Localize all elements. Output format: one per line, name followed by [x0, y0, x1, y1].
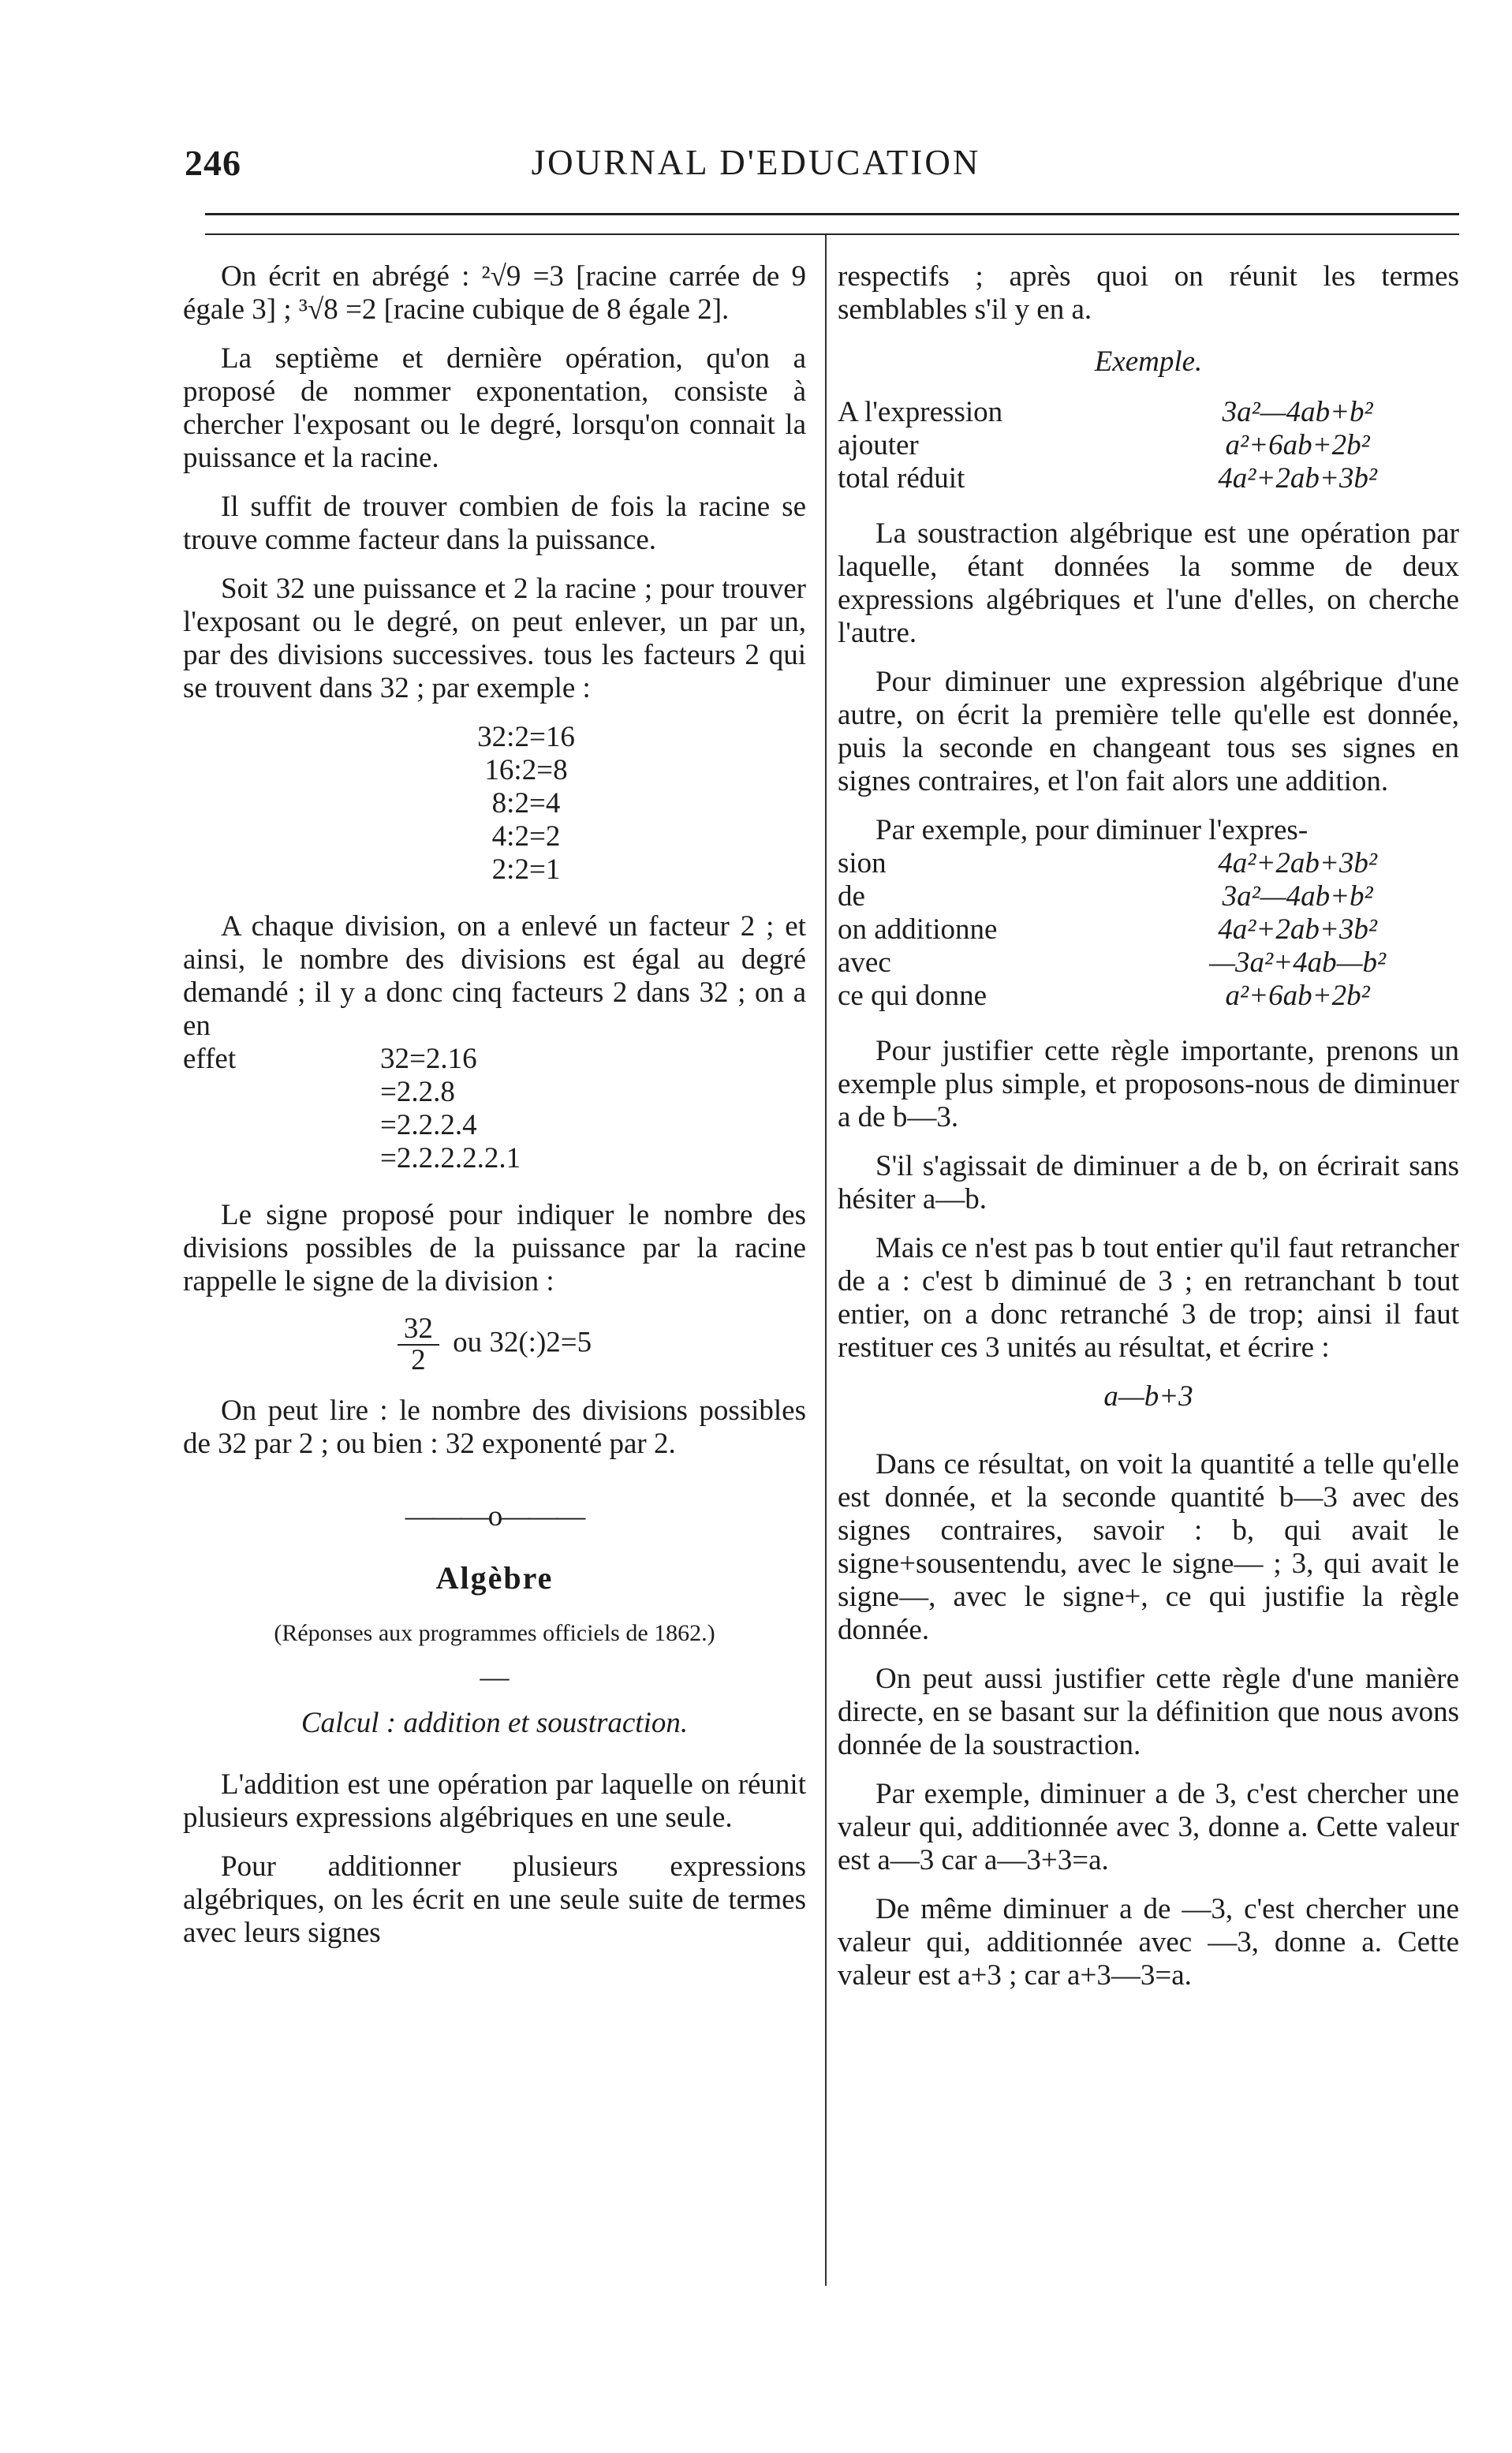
fraction-denominator: 2 — [411, 1344, 426, 1376]
example-two-value: —3a²+4ab—b² — [1209, 946, 1387, 979]
right-column — [838, 260, 1459, 2008]
effet-line: =2.2.2.4 — [380, 1109, 477, 1141]
effet-lines — [357, 1043, 521, 1175]
paragraph-example-two: Par exemple, pour diminuer l'expres- — [875, 814, 1309, 846]
example-two-value: a²+6ab+2b² — [1225, 980, 1370, 1012]
example-two-value: 4a²+2ab+3b² — [1218, 913, 1377, 946]
example-two-value: 4a²+2ab+3b² — [1218, 847, 1377, 879]
paragraph-example-three: Par exemple, diminuer a de 3, c'est chercher une valeur qui, additionnée avec 3, donne a. Cette valeur est a—3 car a—3+3=a. — [838, 1778, 1459, 1876]
effet-line: 32=2.16 — [380, 1043, 477, 1075]
example-label: ajouter — [838, 429, 919, 461]
example-title: Exemple. — [1094, 345, 1203, 378]
paragraph-justify-rule: Pour justifier cette règle importante, prenons un exemple plus simple, et proposons-nous de diminuer a de b—3. — [838, 1035, 1459, 1133]
example-value: a²+6ab+2b² — [1225, 429, 1370, 461]
header-rule-bottom — [205, 233, 1459, 235]
journal-title: JOURNAL D'EDUCATION — [531, 143, 981, 182]
effet-label: effet — [183, 1043, 237, 1075]
page-header — [0, 136, 1512, 199]
fraction-numerator: 32 — [398, 1314, 439, 1346]
header-rule-top — [205, 213, 1459, 215]
example-two-row — [838, 847, 1459, 880]
example-value: 3a²—4ab+b² — [1222, 396, 1373, 428]
example-two-value: 3a²—4ab+b² — [1222, 880, 1373, 913]
subsection-title: Calcul : addition et soustraction. — [301, 1707, 689, 1739]
paragraph-each-division: A chaque division, on a enlevé un facteur 2 ; et ainsi, le nombre des divisions est égal au degré demandé ; il y a donc cinq facteurs 2 dans 32 ; on a en — [183, 910, 806, 1042]
section-title: Algèbre — [435, 1560, 554, 1596]
effet-block — [183, 1043, 806, 1175]
paragraph-subtraction-method: Pour diminuer une expression algébrique d'une autre, on écrit la première telle qu'elle est donnée, puis la seconde en changeant tous ses signes en signes contraires, et l'on fait alors une addition. — [838, 666, 1459, 797]
example-label: total réduit — [838, 462, 965, 495]
example-two-label: ce qui donne — [838, 980, 987, 1012]
example-two-table — [838, 847, 1459, 1013]
example-two-label: avec — [838, 946, 891, 979]
example-two-row — [838, 913, 1459, 946]
paragraph-direct-justification: On peut aussi justifier cette règle d'une manière directe, en se basant sur la définition que nous avons donnée de la soustraction. — [838, 1663, 1459, 1761]
left-column — [183, 260, 806, 1966]
paragraph-exponentation: La septième et dernière opération, qu'on a proposé de nommer exponentation, consiste à chercher l'exposant ou le degré, lorsqu'on connait la puissance et la racine. — [183, 342, 806, 474]
paragraph-factor-count: Il suffit de trouver combien de fois la racine se trouve comme facteur dans la puissance. — [183, 491, 806, 556]
effet-line: =2.2.2.2.2.1 — [380, 1142, 521, 1174]
example-two-label: de — [838, 880, 865, 913]
paragraph-restitute: Mais ce n'est pas b tout entier qu'il faut retrancher de a : c'est b diminué de 3 ; en retranchant b tout entier, on a donc retranché 3 de trop; ainsi il faut restituer ces 3 unités au résultat, et écrire : — [838, 1232, 1459, 1364]
example-two-label: on additionne — [838, 913, 998, 946]
example-row — [838, 462, 1459, 495]
paragraph-example-intro: Soit 32 une puissance et 2 la racine ; pour trouver l'exposant ou le degré, on peut enlever, un par un, par des divisions successives. tous les facteurs 2 qui se trouvent dans 32 ; par exemple : — [183, 573, 806, 704]
short-rule: — — [480, 1661, 510, 1693]
division-line: 8:2=4 — [491, 787, 561, 820]
paragraph-continued: respectifs ; après quoi on réunit les termes semblables s'il y en a. — [838, 260, 1459, 326]
example-label: A l'expression — [838, 396, 1003, 428]
paragraph-example-minus-three: De même diminuer a de —3, c'est chercher une valeur qui, additionnée avec —3, donne a. Cette valeur est a+3 ; car a+3—3=a. — [838, 1893, 1459, 1992]
example-two-row — [838, 980, 1459, 1013]
paragraph-subtraction-def: La soustraction algébrique est une opération par laquelle, étant données la somme de deux expressions algébriques et l'une d'elles, on cherche l'autre. — [838, 517, 1459, 649]
paragraph-simple-case: S'il s'agissait de diminuer a de b, on écrirait sans hésiter a—b. — [838, 1150, 1459, 1215]
page-number: 246 — [185, 143, 241, 183]
division-line: 16:2=8 — [484, 754, 568, 786]
example-two-row — [838, 880, 1459, 913]
paragraph-roots: On écrit en abrégé : ²√9 =3 [racine carrée de 9 égale 3] ; ³√8 =2 [racine cubique de 8 égale 2]. — [183, 260, 806, 326]
paragraph-division-sign: Le signe proposé pour indiquer le nombre des divisions possibles de la puissance par la racine rappelle le signe de la division : — [183, 1199, 806, 1297]
example-row — [838, 429, 1459, 462]
example-two-row — [838, 946, 1459, 980]
separator: ———o——— — [405, 1500, 584, 1533]
division-line: 4:2=2 — [491, 820, 561, 853]
column-divider — [825, 235, 827, 2286]
effet-line: =2.2.8 — [380, 1076, 455, 1108]
result-formula: a—b+3 — [1103, 1380, 1193, 1413]
fraction-formula — [183, 1314, 806, 1376]
example-value: 4a²+2ab+3b² — [1218, 462, 1377, 495]
division-line: 32:2=16 — [477, 721, 575, 753]
fraction-rest: ou 32(:)2=5 — [453, 1326, 592, 1359]
paragraph-reading: On peut lire : le nombre des divisions possibles de 32 par 2 ; ou bien : 32 exponenté par 2. — [183, 1395, 806, 1460]
example-two-label: sion — [838, 847, 887, 879]
example-table — [838, 396, 1459, 495]
example-row — [838, 396, 1459, 429]
paragraph-result-analysis: Dans ce résultat, on voit la quantité a telle qu'elle est donnée, et la seconde quantité b—3 avec des signes contraires, savoir : b, qui avait le signe+sousentendu, avec le signe— ; 3, qui avait le signe—, avec le signe+, ce qui justifie la règle donnée. — [838, 1448, 1459, 1646]
paragraph-addition-def: L'addition est une opération par laquelle on réunit plusieurs expressions algébriques en une seule. — [183, 1768, 806, 1834]
section-note: (Réponses aux programmes officiels de 1862.) — [274, 1620, 715, 1646]
division-line: 2:2=1 — [491, 853, 561, 886]
paragraph-addition-method: Pour additionner plusieurs expressions algébriques, on les écrit en une seule suite de termes avec leurs signes — [183, 1850, 806, 1949]
division-list — [183, 721, 806, 887]
fraction — [398, 1314, 439, 1376]
